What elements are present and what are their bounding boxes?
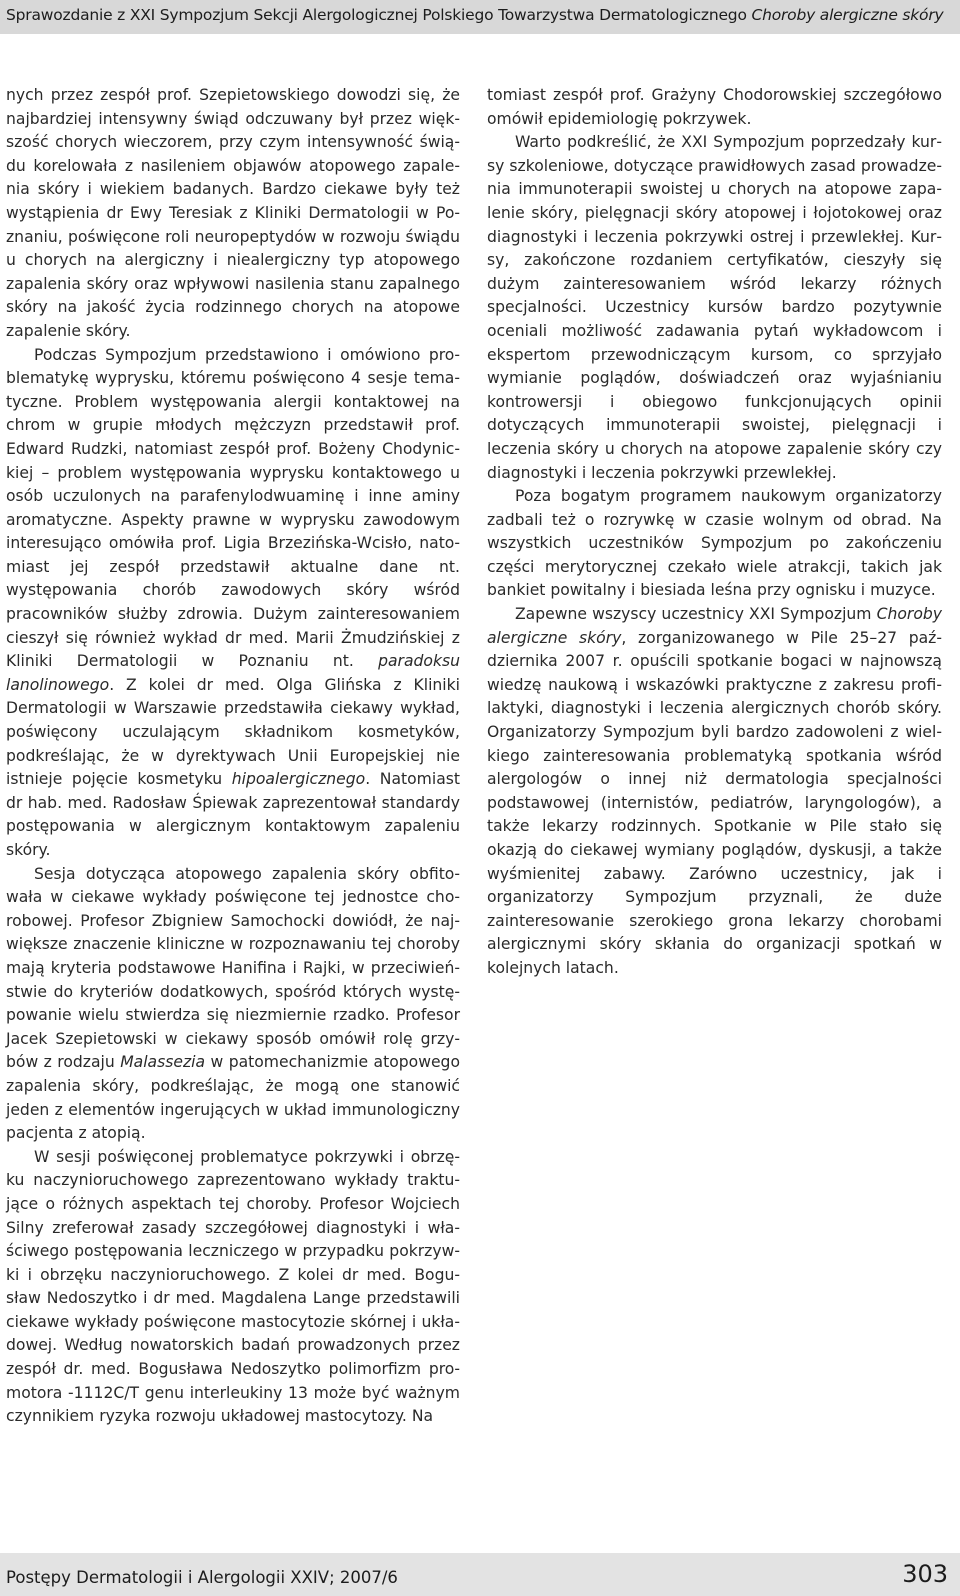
- paragraph-text: Sesja dotycząca atopowego zapalenia skóry obfitowała w ciekawe wykłady poświęcone tej jednostce chorobowej. Profesor Zbigniew Samochocki dowiódł, że największe znaczenie kliniczne w rozpoznawaniu tej choroby mają kryteria podstawowe Hanifina i Rajki, w przeciwieństwie do kryteriów dodatkowych, spośród których występowanie wielu stwierdza się niezmiernie rzadko. Profesor Jacek Szepietowski w ciekawy sposób omówił rolę grzybów z rodzaju: [6, 864, 460, 1072]
- header-italic-text: Choroby alergiczne skóry: [751, 6, 944, 24]
- paragraph: [487, 131, 942, 485]
- paragraph: [487, 84, 942, 131]
- page-number: 303: [902, 1560, 948, 1588]
- left-text-column: [6, 84, 460, 1429]
- paragraph-text: tomiast zespół prof. Grażyny Chodorowskiej szczegółowo omówił epidemiologię pokrzywek.: [487, 86, 942, 128]
- right-text-column: [487, 84, 942, 981]
- paragraph: [487, 603, 942, 981]
- paragraph: [6, 344, 460, 863]
- paragraph: [6, 1146, 460, 1429]
- footer-journal-title: Postępy Dermatologii i Alergologii XXIV; 2007/6: [6, 1568, 398, 1587]
- paragraph: [6, 863, 460, 1146]
- paragraph: [487, 485, 942, 603]
- paragraph-text: nych przez zespół prof. Szepietowskiego dowodzi się, że najbardziej intensywny świąd odczuwany był przez większość chorych wieczorem, przy czym intensywność świądu korelowała z nasileniem objawów atopowego zapalenia skóry i wiekiem badanych. Bardzo ciekawe były też wystąpienia dr Ewy Teresiak z Kliniki Dermatologii w Poznaniu, poświęcone roli neuropeptydów w rozwoju świądu u chorych na alergiczny i niealergiczny typ atopowego zapalenia skóry oraz wpływowi nasilenia stanu zapalnego skóry na jakość życia rodzinnego chorych na atopowe zapalenie skóry.: [6, 86, 460, 340]
- italic-term: Malassezia: [120, 1053, 206, 1072]
- paragraph: [6, 84, 460, 344]
- paragraph-text: , zorganizowanego w Pile 25–27 października 2007 r. opuścili spotkanie bogaci w najnowszą wiedzę naukową i wskazówki praktyczne z zakresu profilaktyki, diagnostyki i leczenia alergicznych chorób skóry. Organizatorzy Sympozjum byli bardzo zadowoleni z wielkiego zainteresowania problematyką spotkania wśród alergologów o innej niż dermatologia specjalności podstawowej (internistów, pediatrów, laryngologów), a także lekarzy rodzinnych. Spotkanie w Pile stało się okazją do ciekawej wymiany poglądów, dyskusji, a także wyśmienitej zabawy. Zarówno uczestnicy, jak i organizatorzy Sympozjum przyznali, że duże zainteresowanie szerokiego grona lekarzy chorobami alergicznymi skóry skłania do organizacji spotkań w kolejnych latach.: [487, 628, 943, 977]
- paragraph-text: W sesji poświęconej problematyce pokrzywki i obrzęku naczynioruchowego zaprezentowano wykłady traktujące o różnych aspektach tej choroby. Profesor Wojciech Silny zreferował zasady szczegółowej diagnostyki i właściwego postępowania leczniczego w przypadku pokrzywki i obrzęku naczynioruchowego. Z kolei dr med. Bogusław Nedoszytko i dr med. Magdalena Lange przedstawili ciekawe wykłady poświęcone mastocytozie skórnej i układowej. Według nowatorskich badań prowadzonych przez zespół dr. med. Bogusława Nedoszytko polimorfizm promotora -1112C/T genu interleukiny 13 może być ważnym czynnikiem ryzyka rozwoju układowej mastocytozy. Na: [6, 1147, 460, 1426]
- paragraph-text: w patomechanizmie atopowego zapalenia skóry, podkreślając, że mogą one stanowić jeden z elementów ingerujących w układ immunologiczny pacjenta z atopią.: [6, 1053, 460, 1143]
- paragraph-text: . Natomiast dr hab. med. Radosław Śpiewak zaprezentował standardy postępowania w alergicznym kontaktowym zapaleniu skóry.: [6, 770, 460, 859]
- paragraph-text: . Z kolei dr med. Olga Glińska z Kliniki Dermatologii w Warszawie przedstawiła ciekawy wykład, poświęcony uczulającym składnikom kosmetyków, podkreślając, że w dyrektywach Unii Europejskiej nie istnieje pojęcie kosmetyku: [6, 675, 460, 789]
- running-header-text: [6, 6, 943, 24]
- paragraph-text: Zapewne wszyscy uczestnicy XXI Sympozjum: [515, 605, 877, 624]
- running-header: [0, 0, 960, 34]
- italic-term: hipoalergicznego: [231, 770, 366, 789]
- paragraph-text: Poza bogatym programem naukowym organizatorzy zadbali też o rozrywkę w czasie wolnym od obrad. Na wszystkich uczestników Sympozjum po zakończeniu części merytorycznej czekało wiele atrakcji, takich jak bankiet powitalny i biesiada leśna przy ognisku i muzyce.: [487, 487, 942, 600]
- header-plain-text: Sprawozdanie z XXI Sympozjum Sekcji Alergologicznej Polskiego Towarzystwa Dermatologicznego: [6, 6, 752, 24]
- paragraph-text: Podczas Sympozjum przedstawiono i omówiono problematykę wyprysku, któremu poświęcono 4 sesje tematyczne. Problem występowania alergii kontaktowej na chrom w grupie młodych mężczyzn przedstawił prof. Edward Rudzki, natomiast zespół prof. Bożeny Chodynickiej – problem występowania wyprysku kontaktowego u osób uczulonych na parafenylodwuaminę i inne aminy aromatyczne. Aspekty prawne w wyprysku zawodowym interesująco omówiła prof. Ligia Brzezińska-Wcisło, natomiast jej zespół przedstawił aktualne dane nt. występowania chorób zawodowych skóry wśród pracowników służby zdrowia. Dużym zainteresowaniem cieszył się również wykład dr med. Marii Żmudzińskiej z Kliniki Dermatologii w Poznaniu nt.: [6, 345, 460, 671]
- italic-term: paradoksu lanolinowego: [6, 652, 460, 694]
- italic-term: Choroby alergiczne skóry: [487, 605, 942, 647]
- paragraph-text: Warto podkreślić, że XXI Sympozjum poprzedzały kursy szkoleniowe, dotyczące prawidłowych zasad prowadzenia immunoterapii swoistej u chorych na atopowe zapalenie skóry, pielęgnacji skóry atopowej i łojotokowej oraz diagnostyki i leczenia pokrzywki ostrej i przewlekłej. Kursy, zakończone rozdaniem certyfikatów, cieszyły się dużym zainteresowaniem wśród lekarzy różnych specjalności. Uczestnicy kursów bardzo pozytywnie oceniali możliwość zadawania pytań wykładowcom i ekspertom przewodniczącym kursom, co sprzyjało wymianie poglądów, doświadczeń oraz wyjaśnianiu kontrowersji i obiegowo funkcjonujących opinii dotyczących immunoterapii swoistej, pielęgnacji i leczenia skóry u chorych na atopowe zapalenie skóry czy diagnostyki i leczenia pokrzywki przewlekłej.: [487, 133, 942, 482]
